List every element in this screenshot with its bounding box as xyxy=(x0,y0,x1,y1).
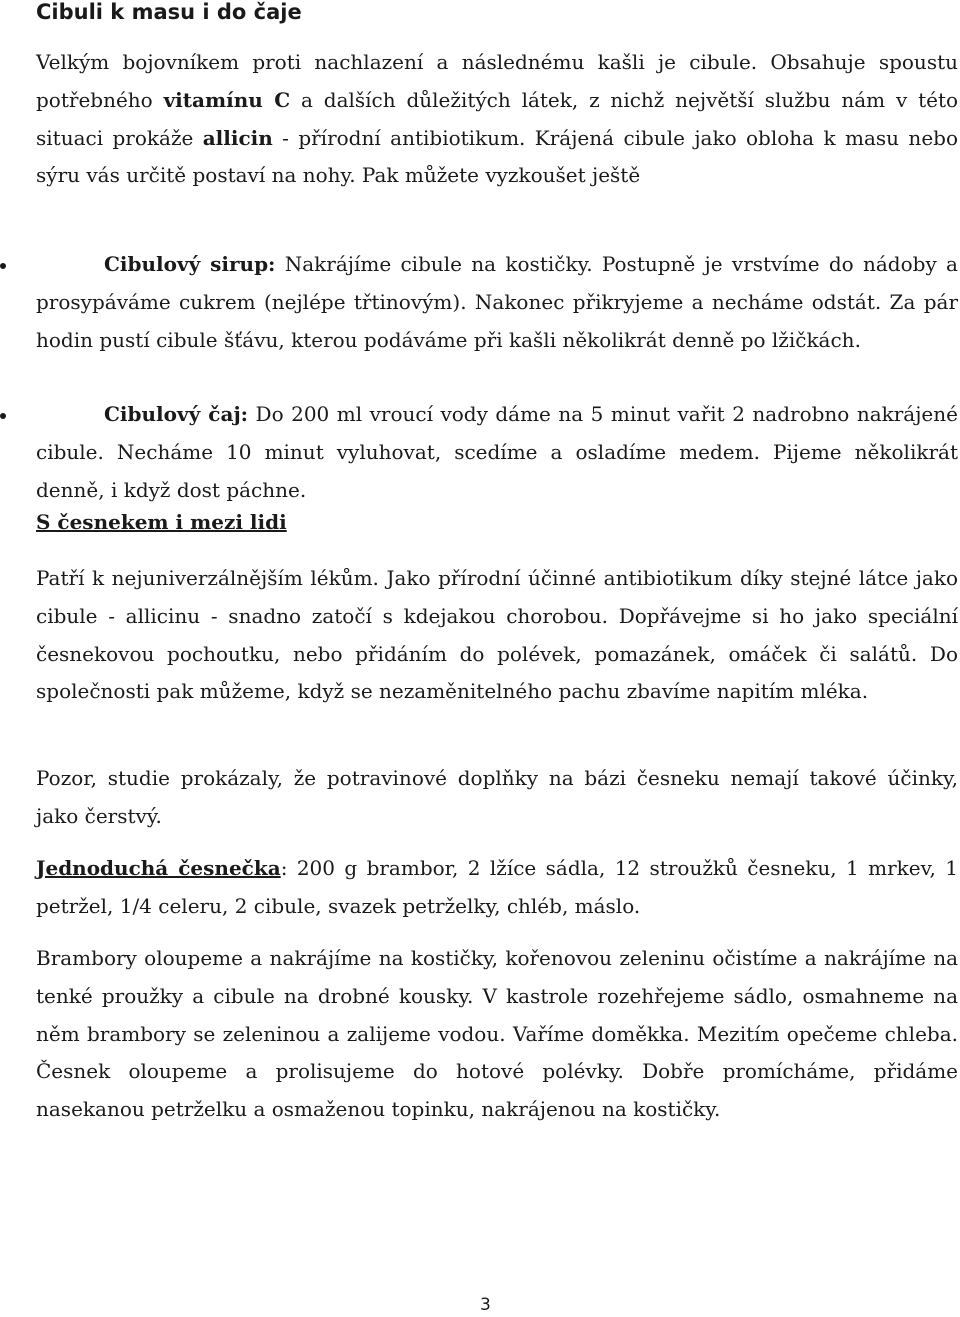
intro-text-3: - přírodní antibiotikum. Krájená cibule jako obloha k masu nebo sýru vás určitě postaví na nohy. Pak můžete vyzkoušet ještě xyxy=(36,125,958,188)
recipe-ingredients: : 200 g brambor, 2 lžíce sádla, 12 stroužků česneku, 1 mrkev, 1 petržel, 1/4 celeru, 2 cibule, svazek petrželky, chléb, máslo. xyxy=(36,856,959,918)
bullet-icon xyxy=(0,413,6,419)
list-item-onion-syrup xyxy=(36,246,958,359)
intro-text-2: a dalších důležitých látek, z nichž největší službu nám v této situaci prokáže xyxy=(36,87,959,150)
garlic-heading: S česnekem i mezi lidi xyxy=(36,510,287,534)
list-item-onion-tea xyxy=(36,396,958,509)
page-number: 3 xyxy=(480,1295,491,1315)
recipe-title: Jednoduchá česnečka xyxy=(36,856,281,880)
intro-bold-allicin: allicin xyxy=(202,125,273,150)
onion-heading: Cibuli k masu i do čaje xyxy=(36,0,302,24)
garlic-recipe-paragraph xyxy=(36,850,958,926)
onion-syrup-text: Nakrájíme cibule na kostičky. Postupně je vrstvíme do nádoby a prosypáváme cukrem (nejlépe třtinovým). Nakonec přikryjeme a necháme odstát. Za pár hodin pustí cibule šťávu, kterou podáváme při kašli několikrát denně po lžičkách. xyxy=(36,252,958,352)
intro-bold-vitamin: vitamínu C xyxy=(163,87,291,112)
onion-intro-paragraph xyxy=(36,44,958,195)
garlic-paragraph-1: Patří k nejuniverzálnějším lékům. Jako přírodní účinné antibiotikum díky stejné látce jako cibule - allicinu - snadno zatočí s kdejakou chorobou. Dopřávejme si ho jako speciální česnekovou pochoutku, nebo přidáním do polévek, pomazánek, omáček či salátů. Do společnosti pak můžeme, když se nezaměnitelného pachu zbavíme napitím mléka. xyxy=(36,566,958,704)
onion-tea-title: Cibulový čaj: xyxy=(104,402,249,426)
garlic-paragraph-warning: Pozor, studie prokázaly, že potravinové doplňky na bázi česneku nemají takové účinky, jako čerstvý. xyxy=(36,766,958,828)
onion-tea-text: Do 200 ml vroucí vody dáme na 5 minut vařit 2 nadrobno nakrájené cibule. Necháme 10 minut vyluhovat, scedíme a osladíme medem. Pijeme několikrát denně, i když dost páchne. xyxy=(36,402,958,502)
garlic-recipe-instructions: Brambory oloupeme a nakrájíme na kostičky, kořenovou zeleninu očistíme a nakrájíme na tenké proužky a cibule na drobné kousky. V kastrole rozehřejeme sádlo, osmahneme na něm brambory se zeleninou a zalijeme vodou. Vaříme doměkka. Mezitím opečeme chleba. Česnek oloupeme a prolisujeme do hotové polévky. Dobře promícháme, přidáme nasekanou petrželku a osmaženou topinku, nakrájenou na kostičky. xyxy=(36,946,958,1122)
bullet-icon xyxy=(0,263,6,269)
onion-syrup-title: Cibulový sirup: xyxy=(104,252,276,276)
intro-text-1: Velkým bojovníkem proti nachlazení a následnému kašli je cibule. Obsahuje spoustu potřebného xyxy=(36,50,958,112)
